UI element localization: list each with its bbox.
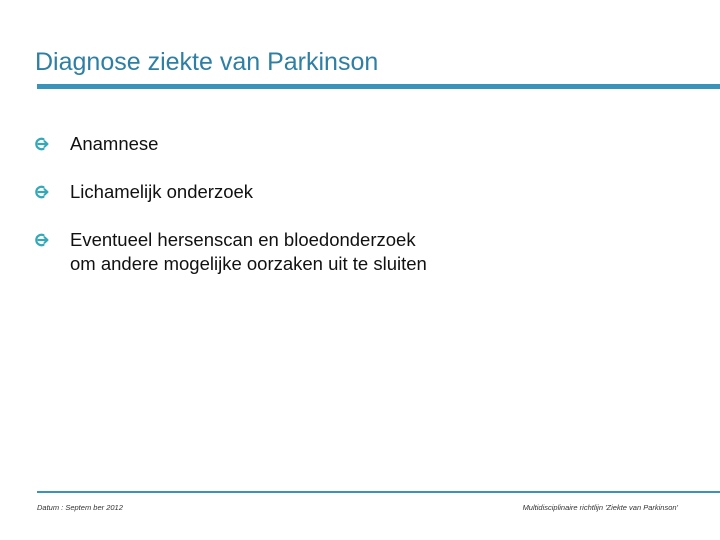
bullet-item-anamnese (34, 132, 674, 156)
curved-arrow-bullet-icon (34, 132, 70, 152)
curved-arrow-bullet-icon (34, 228, 70, 248)
footer-source: Multidisciplinaire richtlijn 'Ziekte van Parkinson' (522, 503, 678, 512)
bullet-item-lichamelijk-onderzoek (34, 180, 674, 204)
bullet-text-line-1: Eventueel hersenscan en bloedonderzoek (70, 229, 416, 250)
bullet-list (34, 132, 674, 300)
bullet-text: Anamnese (70, 133, 159, 154)
bullet-text (70, 228, 427, 276)
bullet-text-line-2: om andere mogelijke oorzaken uit te sluiten (70, 253, 427, 274)
bullet-item-hersenscan (34, 228, 674, 276)
footer-date: Datum : Septem ber 2012 (37, 503, 123, 512)
bullet-text: Lichamelijk onderzoek (70, 181, 254, 202)
footer-divider (37, 491, 720, 493)
title-divider (37, 84, 720, 89)
slide-title: Diagnose ziekte van Parkinson (35, 48, 379, 76)
curved-arrow-bullet-icon (34, 180, 70, 200)
